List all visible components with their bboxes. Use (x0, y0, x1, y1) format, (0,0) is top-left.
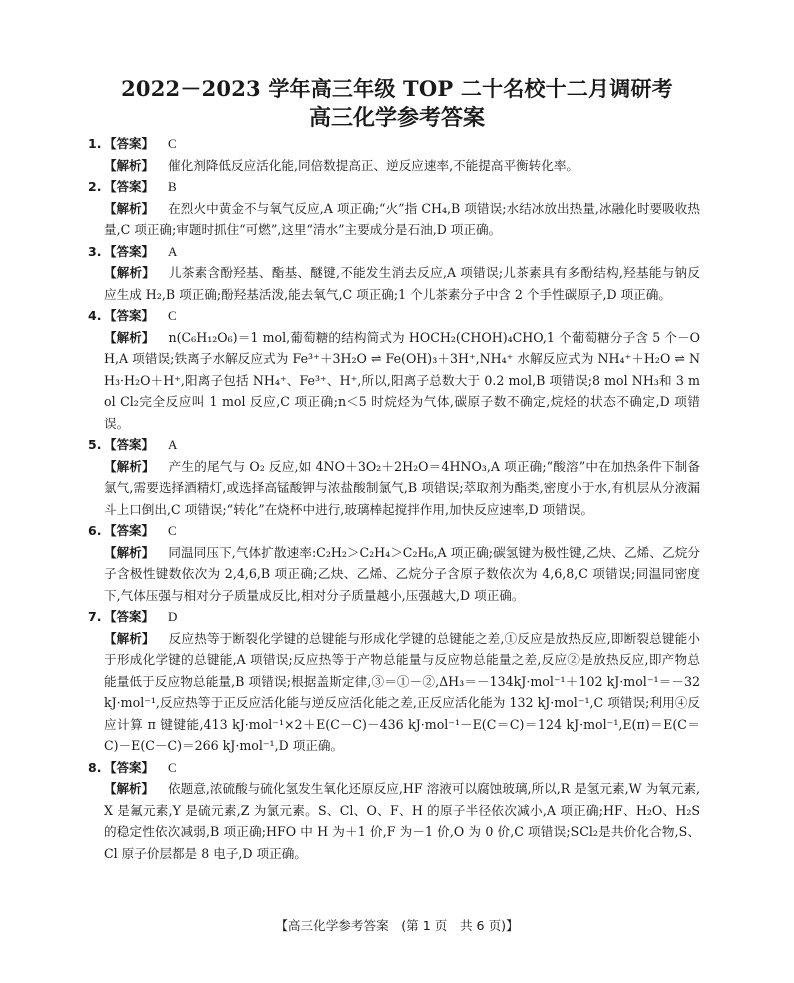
analysis-text (104, 778, 700, 864)
analysis-tag: 【解析】 (104, 458, 155, 474)
analysis-text (104, 327, 700, 435)
answer-value: A (168, 243, 178, 259)
question-number: 6. (88, 523, 102, 538)
answer-tag: 【答案】 (104, 609, 155, 624)
question-number: 4. (88, 308, 102, 323)
analysis-body: 反应热等于断裂化学键的总键能与形成化学键的总键能之差,①反应是放热反应,即断裂总键能小于形成化学键的总键能,A 项错误;反应热等于产物总能量与反应物总能量之差,反应②是放热反应,即产物总能量低于反应物总能量,B 项错误;根据盖斯定律,③＝①－②,ΔH₃＝－134kJ·mol⁻¹＋102 kJ·mol⁻¹＝－32 kJ·mol⁻¹,反应热等于正反应活化能与逆反应活化能之差,正反应活化能为 132 kJ·mol⁻¹,C 项错误;利用④反应计算 π 键键能,413 kJ·mol⁻¹×2＋E(C－C)－436 kJ·mol⁻¹－E(C＝C)＝124 kJ·mol⁻¹,E(π)＝E(C＝C)－E(C－C)＝266 kJ·mol⁻¹,D 项正确。 (104, 630, 700, 753)
question-item (88, 305, 700, 434)
question-number: 8. (88, 759, 102, 775)
analysis-tag: 【解析】 (104, 781, 155, 796)
analysis-text (104, 542, 700, 607)
analysis-body: 儿茶素含酚羟基、酯基、醚键,不能发生消去反应,A 项错误;儿茶素具有多酚结构,羟基能与钠反应生成 H₂,B 项正确;酚羟基活泼,能去氧气,C 项正确;1 个儿茶素分子中含 2 个手性碳原子,D 项正确。 (104, 265, 700, 302)
analysis-body: n(C₆H₁₂O₆)＝1 mol,葡萄糖的结构简式为 HOCH₂(CHOH)₄CHO,1 个葡萄糖分子含 5 个－OH,A 项错误;铁离子水解反应式为 Fe³⁺＋3H₂O ⇌ Fe(OH)₃＋3H⁺,NH₄⁺ 水解反应式为 NH₄⁺＋H₂O ⇌ NH₃·H₂O＋H⁺,阳离子包括 NH₄⁺、Fe³⁺、H⁺,所以,阳离子总数大于 0.2 mol,B 项错误;8 mol NH₃和 3 mol Cl₂完全反应叫 1 mol 反应,C 项正确;n＜5 时烷烃为气体,碳原子数不确定,烷烃的状态不确定,D 项错误。 (104, 329, 700, 431)
answer-line (88, 434, 700, 456)
analysis-text (104, 628, 700, 757)
document-title: 2022－2023 学年高三年级 TOP 二十名校十二月调研考 (121, 76, 673, 101)
answer-tag: 【答案】 (104, 179, 155, 194)
answer-tag: 【答案】 (104, 136, 155, 151)
answer-line (88, 606, 700, 628)
analysis-tag: 【解析】 (104, 329, 155, 345)
analysis-body: 依题意,浓硫酸与硫化氢发生氧化还原反应,HF 溶液可以腐蚀玻璃,所以,R 是氢元素,W 为氧元素,X 是氟元素,Y 是硫元素,Z 为氯元素。S、Cl、O、F、H 的原子半径依次减小,A 项正确;HF、H₂O、H₂S 的稳定性依次减弱,B 项正确;HFO 中 H 为＋1 价,F 为－1 价,O 为 0 价,C 项错误;SCl₂是共价化合物,S、Cl 原子价层都是 8 电子,D 项正确。 (104, 781, 700, 861)
analysis-text (104, 155, 700, 177)
analysis-text (104, 456, 700, 521)
question-number: 5. (88, 437, 102, 452)
answer-line (88, 757, 700, 779)
analysis-tag: 【解析】 (104, 265, 155, 280)
analysis-body: 同温同压下,气体扩散速率:C₂H₂＞C₂H₄＞C₂H₆,A 项正确;碳氢键为极性键,乙炔、乙烯、乙烷分子含极性键数依次为 2,4,6,B 项正确;乙炔、乙烯、乙烷分子含原子数依次为 4,6,8,C 项错误;同温同密度下,气体压强与相对分子质量成反比,相对分子质量越小,压强越大,D 项正确。 (104, 544, 700, 603)
question-item (88, 434, 700, 520)
analysis-tag: 【解析】 (104, 157, 155, 173)
document-subtitle: 高三化学参考答案 (308, 105, 485, 131)
analysis-body: 在烈火中黄金不与氧气反应,A 项正确;“火”指 CH₄,B 项错误;水结冰放出热量,冰融化时要吸收热量,C 项正确;审题时抓住“可燃”,这里“清水”主要成分是石油,D 项正确。 (104, 200, 700, 237)
question-number: 7. (88, 609, 102, 624)
question-item (88, 606, 700, 757)
question-number: 3. (88, 243, 102, 259)
answer-tag: 【答案】 (104, 437, 155, 452)
question-item (88, 176, 700, 241)
answer-value: A (168, 437, 178, 452)
analysis-body: 催化剂降低反应活化能,同倍数提高正、逆反应速率,不能提高平衡转化率。 (168, 157, 580, 173)
question-item (88, 757, 700, 865)
answer-value: C (168, 523, 177, 538)
answer-line (88, 241, 700, 263)
answer-line (88, 520, 700, 542)
answer-tag: 【答案】 (104, 243, 155, 259)
answer-line (88, 176, 700, 198)
question-item (88, 241, 700, 306)
answer-value: C (168, 759, 177, 775)
answer-tag: 【答案】 (104, 523, 155, 538)
answer-tag: 【答案】 (104, 308, 155, 323)
analysis-tag: 【解析】 (104, 200, 155, 216)
question-number: 1. (88, 136, 102, 151)
answer-value: D (168, 609, 178, 624)
answer-line (88, 133, 700, 155)
question-number: 2. (88, 179, 102, 194)
analysis-text (104, 262, 700, 305)
question-item (88, 520, 700, 606)
analysis-tag: 【解析】 (104, 544, 155, 560)
answer-line (88, 305, 700, 327)
page-footer: 【高三化学参考答案 (第 1 页 共 6 页)】 (275, 918, 519, 933)
analysis-body: 产生的尾气与 O₂ 反应,如 4NO＋3O₂＋2H₂O＝4HNO₃,A 项正确;“酸溶”中在加热条件下制备氯气,需要选择酒精灯,或选择高锰酸钾与浓盐酸制氯气,B 项错误;萃取剂为酯类,密度小于水,有机层从分液漏斗上口倒出,C 项错误;“转化”在烧杯中进行,玻璃棒起搅拌作用,加快反应速率,D 项错误。 (104, 458, 700, 517)
analysis-text (104, 198, 700, 241)
answer-value: C (168, 136, 177, 151)
answer-tag: 【答案】 (104, 759, 155, 775)
analysis-tag: 【解析】 (104, 630, 155, 646)
question-item (88, 133, 700, 176)
answer-value: C (168, 308, 177, 323)
answers-content (88, 133, 700, 864)
answer-value: B (168, 179, 177, 194)
